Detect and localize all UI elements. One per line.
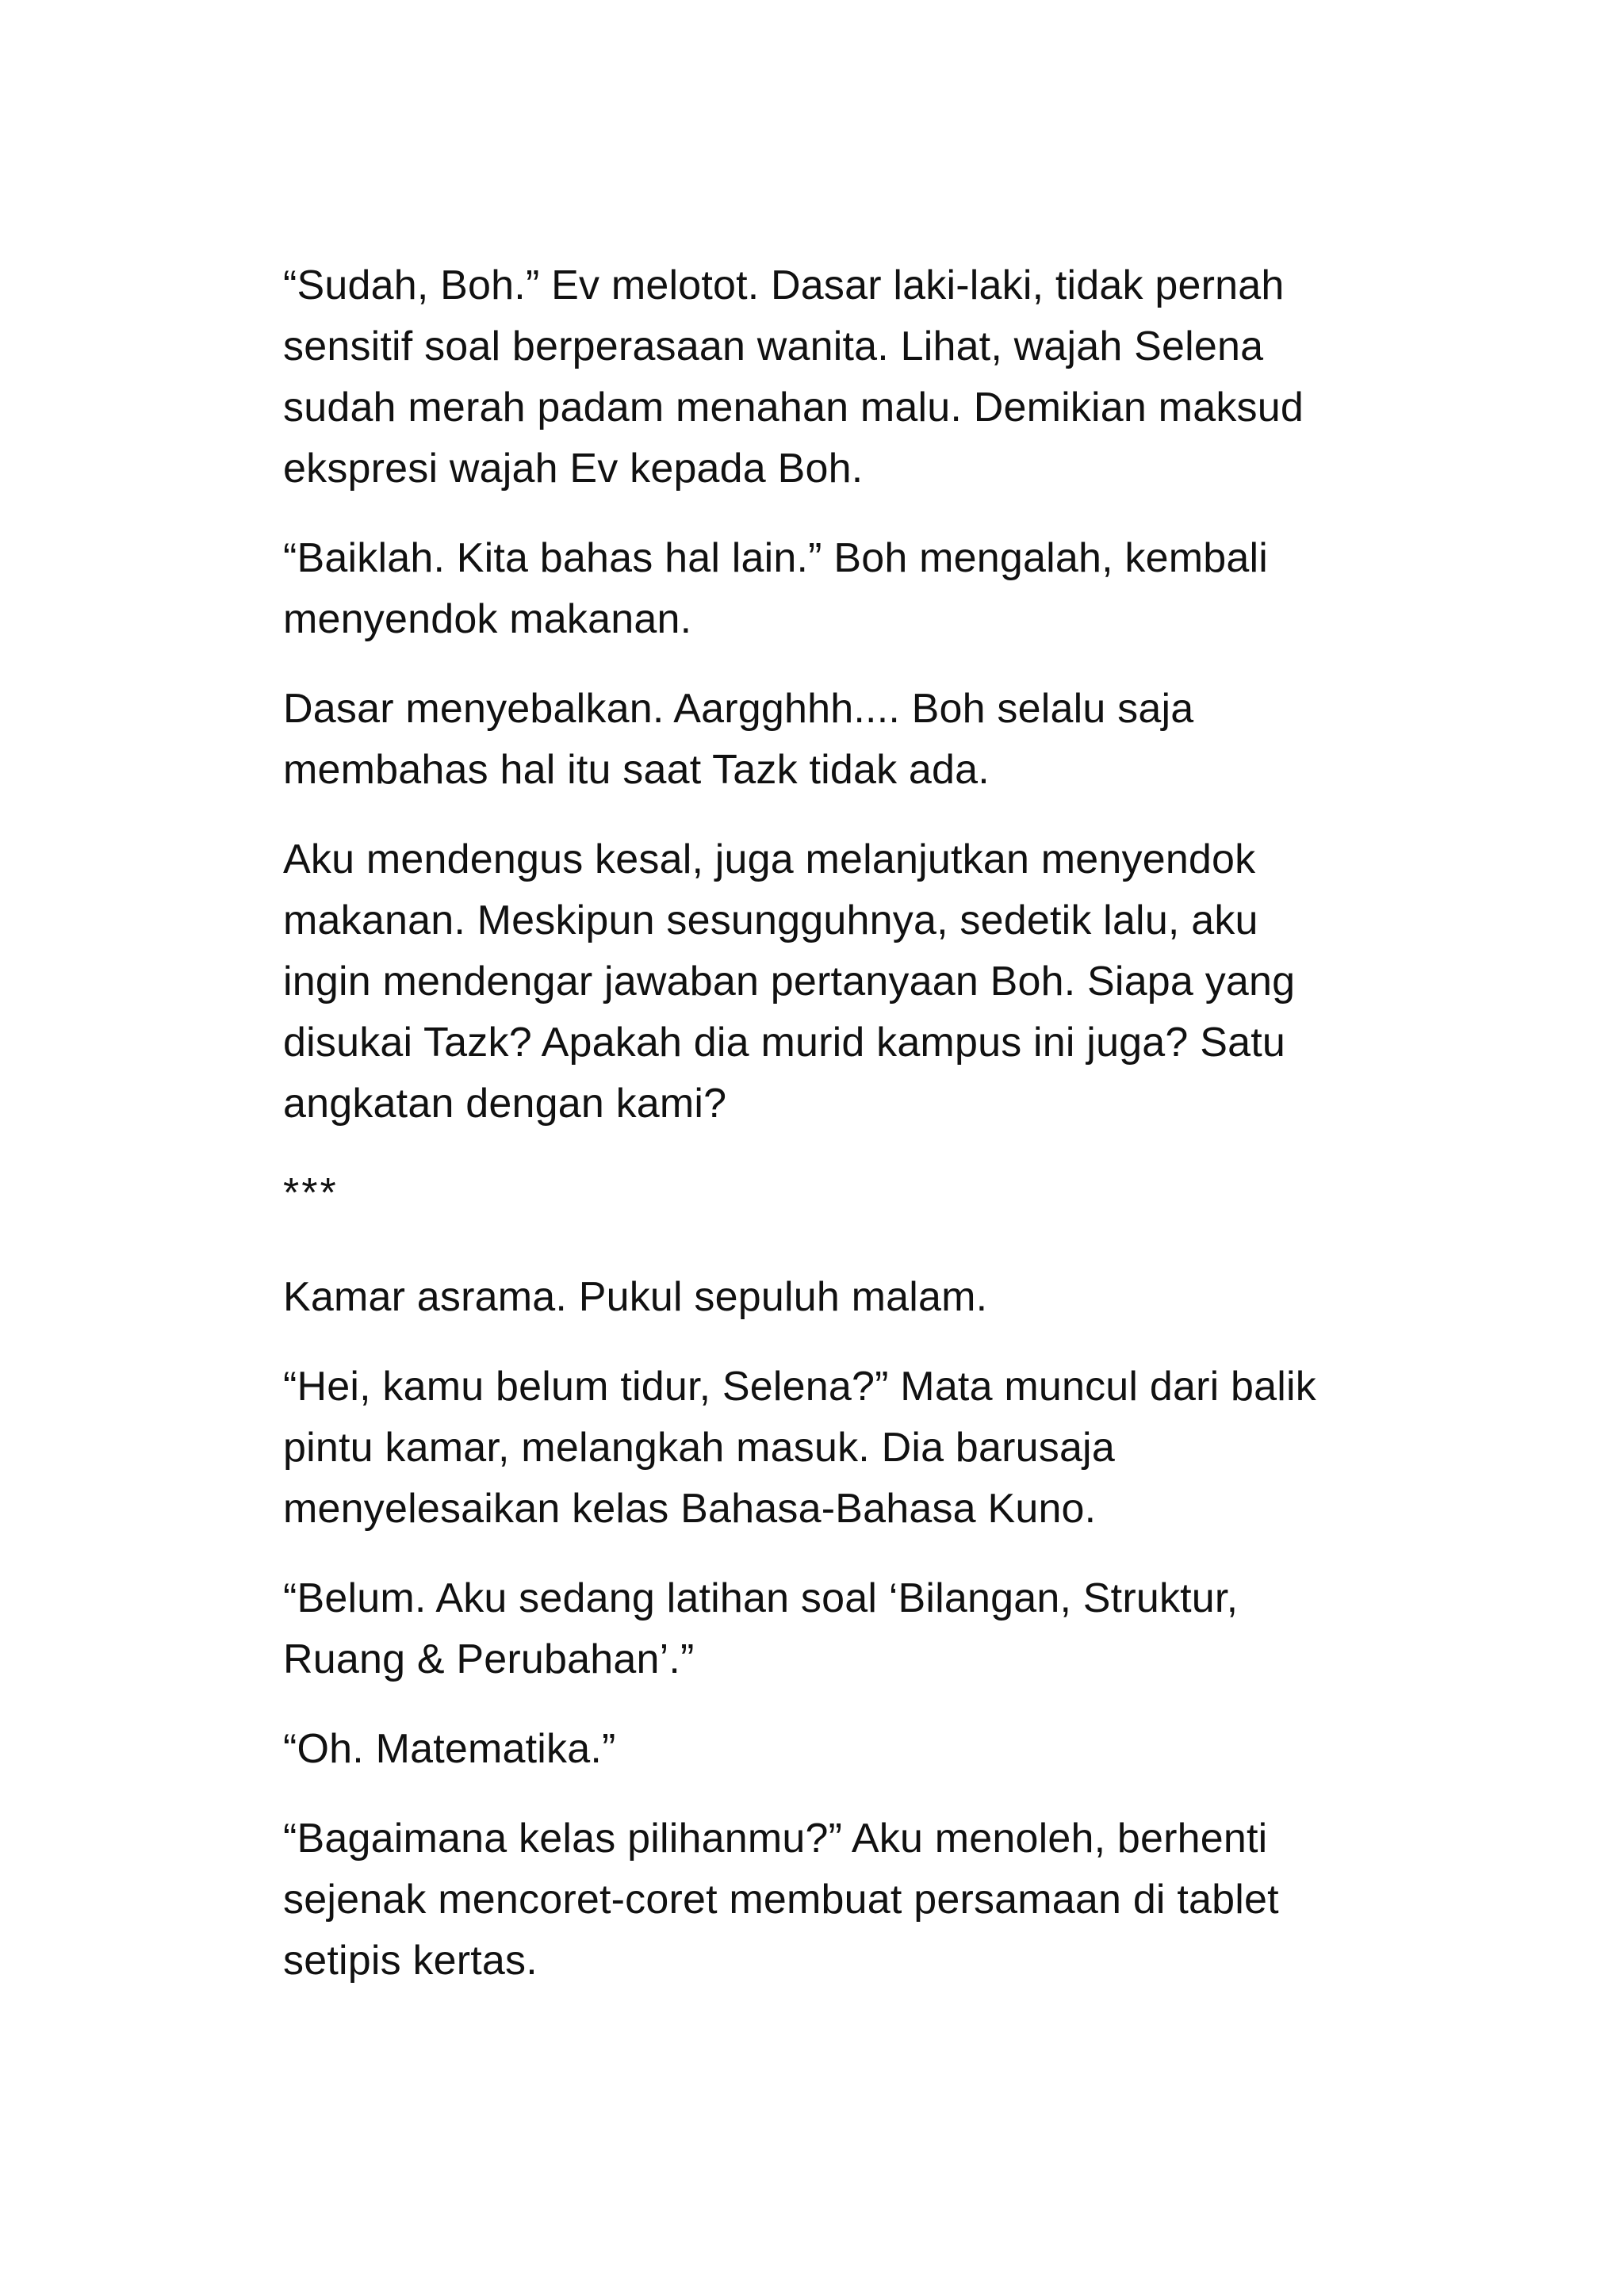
- paragraph-2: “Baiklah. Kita bahas hal lain.” Boh mengalah, kembali menyendok makanan.: [283, 535, 1268, 642]
- paragraph-9: “Bagaimana kelas pilihanmu?” Aku menoleh, berhenti sejenak mencoret-coret membuat persamaan di tablet setipis kertas.: [283, 1816, 1279, 1984]
- section-divider: ***: [283, 1170, 339, 1216]
- paragraph-6: “Hei, kamu belum tidur, Selena?” Mata muncul dari balik pintu kamar, melangkah masuk. Dia barusaja menyelesaikan kelas Bahasa-Bahasa Kuno.: [283, 1364, 1316, 1532]
- paragraph-5: Kamar asrama. Pukul sepuluh malam.: [283, 1274, 988, 1320]
- paragraph-3: Dasar menyebalkan. Aargghhh.... Boh selalu saja membahas hal itu saat Tazk tidak ada.: [283, 686, 1194, 793]
- body-text: [283, 255, 1346, 2020]
- paragraph-7: “Belum. Aku sedang latihan soal ‘Bilangan, Struktur, Ruang & Perubahan’.”: [283, 1575, 1239, 1682]
- paragraph-1: “Sudah, Boh.” Ev melotot. Dasar laki-laki, tidak pernah sensitif soal berperasaan wanita. Lihat, wajah Selena sudah merah padam menahan malu. Demikian maksud ekspresi wajah Ev kepada Boh.: [283, 262, 1304, 492]
- paragraph-8: “Oh. Matematika.”: [283, 1726, 616, 1772]
- paragraph-4: Aku mendengus kesal, juga melanjutkan menyendok makanan. Meskipun sesungguhnya, sedetik lalu, aku ingin mendengar jawaban pertanyaan Boh. Siapa yang disukai Tazk? Apakah dia murid kampus ini juga? Satu angkatan dengan kami?: [283, 836, 1296, 1127]
